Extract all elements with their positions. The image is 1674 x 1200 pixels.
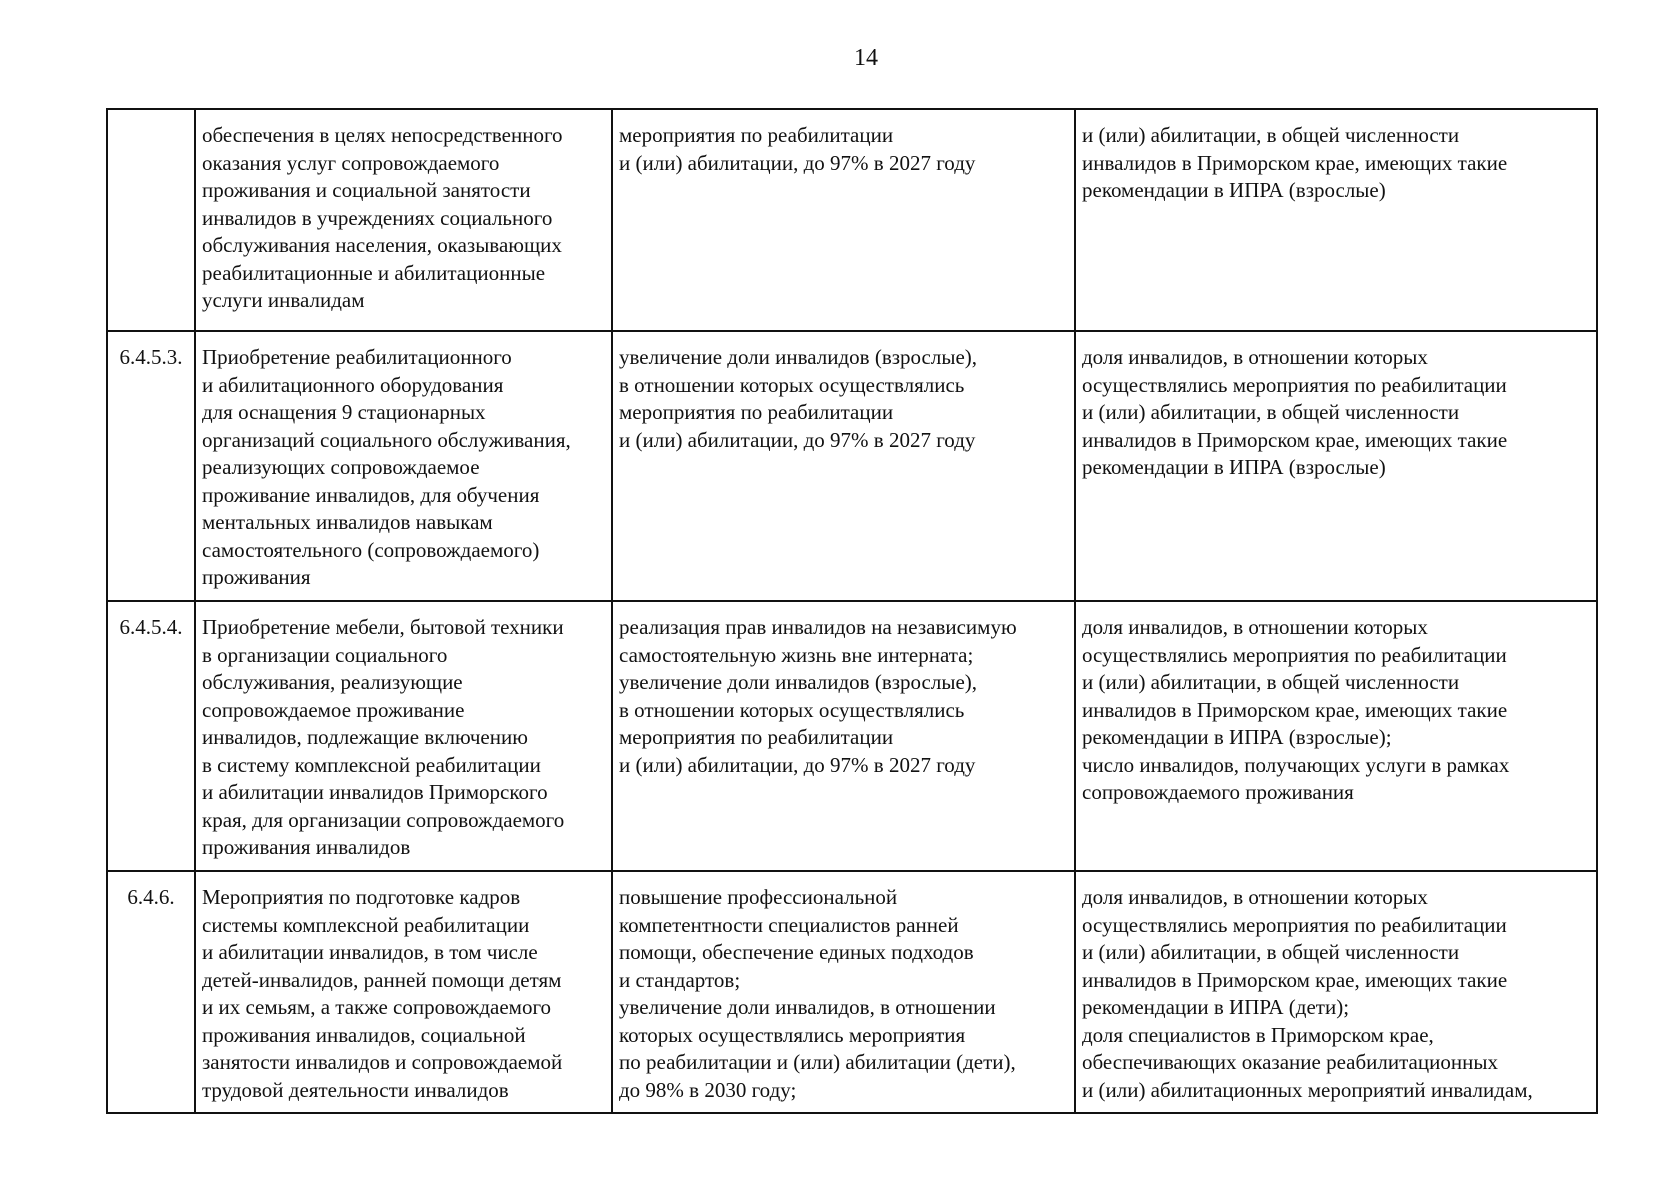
table-row <box>107 109 1597 331</box>
table-row <box>107 871 1597 1113</box>
indicator-cell: и (или) абилитации, в общей численности инвалидов в Приморском крае, имеющих такие рекомендации в ИПРА (взрослые) <box>1075 109 1597 331</box>
measure-name-cell: Приобретение мебели, бытовой техники в организации социального обслуживания, реализующие сопровождаемое проживание инвалидов, подлежащие включению в систему комплексной реабилитации и абилитации инвалидов Приморского края, для организации сопровождаемого проживания инвалидов <box>195 601 612 871</box>
expected-result-cell: реализация прав инвалидов на независимую самостоятельную жизнь вне интерната; увеличение доли инвалидов (взрослые), в отношении которых осуществлялись мероприятия по реабилитации и (или) абилитации, до 97% в 2027 году <box>612 601 1075 871</box>
expected-result-cell: повышение профессиональной компетентности специалистов ранней помощи, обеспечение единых подходов и стандартов; увеличение доли инвалидов, в отношении которых осуществлялись мероприятия по реабилитации и (или) абилитации (дети), до 98% в 2030 году; <box>612 871 1075 1113</box>
measure-name-cell: Мероприятия по подготовке кадров системы комплексной реабилитации и абилитации инвалидов, в том числе детей-инвалидов, ранней помощи детям и их семьям, а также сопровождаемого проживания инвалидов, социальной занятости инвалидов и сопровождаемой трудовой деятельности инвалидов <box>195 871 612 1113</box>
item-number-cell: 6.4.5.4. <box>107 601 195 871</box>
indicator-cell: доля инвалидов, в отношении которых осуществлялись мероприятия по реабилитации и (или) абилитации, в общей численности инвалидов в Приморском крае, имеющих такие рекомендации в ИПРА (дети); доля специалистов в Приморском крае, обеспечивающих оказание реабилитационных и (или) абилитационных мероприятий инвалидам, <box>1075 871 1597 1113</box>
table-row <box>107 601 1597 871</box>
expected-result-cell: мероприятия по реабилитации и (или) абилитации, до 97% в 2027 году <box>612 109 1075 331</box>
item-number-cell: 6.4.5.3. <box>107 331 195 601</box>
indicator-cell: доля инвалидов, в отношении которых осуществлялись мероприятия по реабилитации и (или) абилитации, в общей численности инвалидов в Приморском крае, имеющих такие рекомендации в ИПРА (взрослые) <box>1075 331 1597 601</box>
item-number-cell <box>107 109 195 331</box>
table-row <box>107 331 1597 601</box>
measure-name-cell: обеспечения в целях непосредственного оказания услуг сопровождаемого проживания и социальной занятости инвалидов в учреждениях социального обслуживания населения, оказывающих реабилитационные и абилитационные услуги инвалидам <box>195 109 612 331</box>
page-number: 14 <box>854 45 878 71</box>
indicator-cell: доля инвалидов, в отношении которых осуществлялись мероприятия по реабилитации и (или) абилитации, в общей численности инвалидов в Приморском крае, имеющих такие рекомендации в ИПРА (взрослые); число инвалидов, получающих услуги в рамках сопровождаемого проживания <box>1075 601 1597 871</box>
measure-name-cell: Приобретение реабилитационного и абилитационного оборудования для оснащения 9 стационарных организаций социального обслуживания, реализующих сопровождаемое проживание инвалидов, для обучения ментальных инвалидов навыкам самостоятельного (сопровождаемого) проживания <box>195 331 612 601</box>
expected-result-cell: увеличение доли инвалидов (взрослые), в отношении которых осуществлялись мероприятия по реабилитации и (или) абилитации, до 97% в 2027 году <box>612 331 1075 601</box>
measures-table <box>106 108 1598 1114</box>
item-number-cell: 6.4.6. <box>107 871 195 1113</box>
